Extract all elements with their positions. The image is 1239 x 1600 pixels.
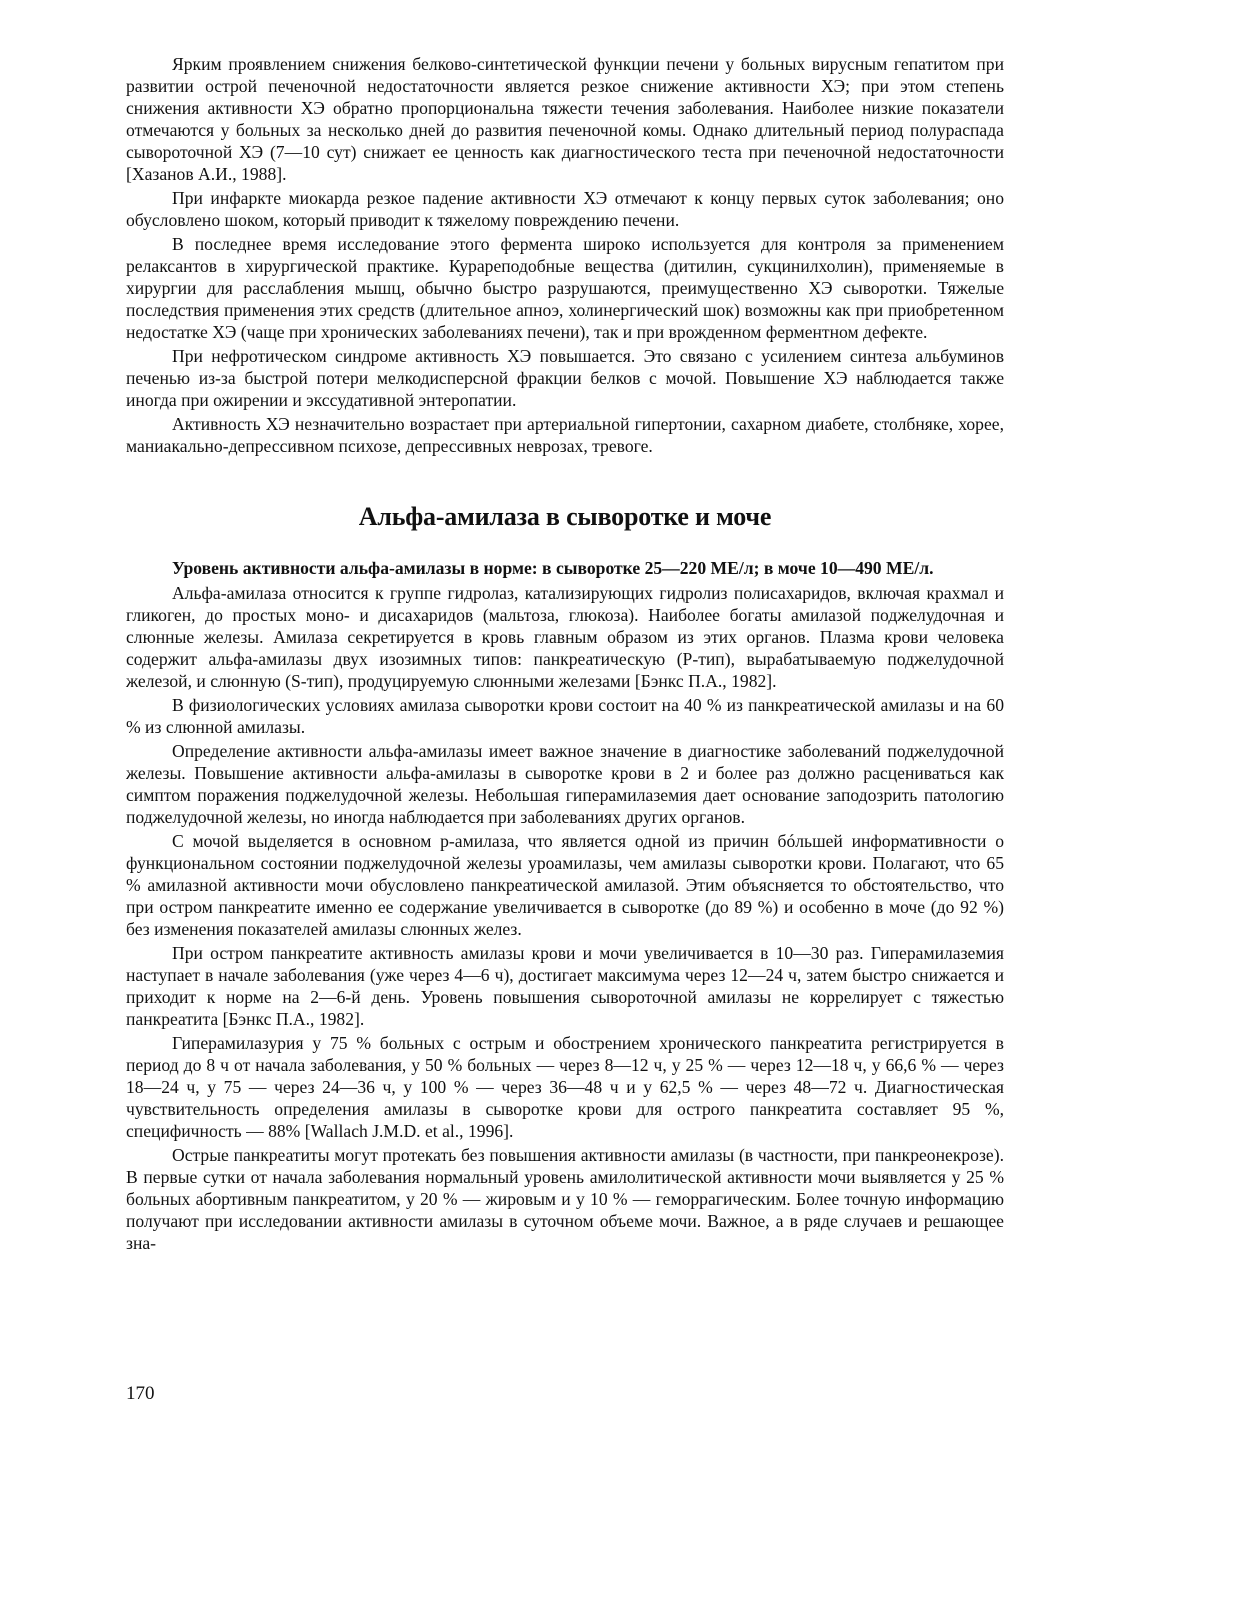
paragraph: Определение активности альфа-амилазы имеет важное значение в диагностике заболеваний поджелудочной железы. Повышение активности альфа-амилазы в сыворотке крови в 2 и более раз должно расцениваться как симптом поражения поджелудочной железы. Небольшая гиперамилаземия дает основание заподозрить патологию поджелудочной железы, но иногда наблюдается при заболеваниях других органов. [126, 741, 1004, 827]
section-heading: Альфа-амилаза в сыворотке и моче [358, 502, 772, 531]
paragraph: При инфаркте миокарда резкое падение активности ХЭ отмечают к концу первых суток заболевания; оно обусловлено шоком, который приводит к тяжелому повреждению печени. [126, 188, 1004, 230]
paragraph: Альфа-амилаза относится к группе гидролаз, катализирующих гидролиз полисахаридов, включая крахмал и гликоген, до простых моно- и дисахаридов (мальтоза, глюкоза). Наиболее богаты амилазой поджелудочная и слюнные железы. Амилаза секретируется в кровь главным образом из этих органов. Плазма крови человека содержит альфа-амилазы двух изозимных типов: панкреатическую (Р-тип), вырабатываемую поджелудочной железой, и слюнную (S-тип), продуцируемую слюнными железами [Бэнкс П.А., 1982]. [126, 583, 1004, 691]
paragraph: При нефротическом синдроме активность ХЭ повышается. Это связано с усилением синтеза альбуминов печенью из-за быстрой потери мелкодисперсной фракции белков с мочой. Повышение ХЭ наблюдается также иногда при ожирении и экссудативной энтеропатии. [126, 346, 1004, 410]
paragraph: С мочой выделяется в основном р-амилаза, что является одной из причин бóльшей информативности о функциональном состоянии поджелудочной железы уроамилазы, чем амилазы сыворотки крови. Полагают, что 65 % амилазной активности мочи обусловлено панкреатической амилазой. Этим объясняется то обстоятельство, что при остром панкреатите именно ее содержание увеличивается в сыворотке (до 89 %) и особенно в моче (до 92 %) без изменения показателей амилазы слюнных желез. [126, 831, 1004, 939]
paragraph: Гиперамилазурия у 75 % больных с острым и обострением хронического панкреатита регистрируется в период до 8 ч от начала заболевания, у 50 % больных — через 8—12 ч, у 25 % — через 12—18 ч, у 66,6 % — через 18—24 ч, у 75 — через 24—36 ч, у 100 % — через 36—48 ч и у 62,5 % — через 48—72 ч. Диагностическая чувствительность определения амилазы в сыворотке крови для острого панкреатита составляет 95 %, специфичность — 88% [Wallach J.M.D. et al., 1996]. [126, 1033, 1004, 1141]
intro-text [126, 53, 1004, 457]
paragraph: В последнее время исследование этого фермента широко используется для контроля за применением релаксантов в хирургической практике. Курареподобные вещества (дитилин, сукцинилхолин), применяемые в хирургии для расслабления мышц, обычно быстро разрушаются, преимущественно ХЭ сыворотки. Тяжелые последствия применения этих средств (длительное апноэ, холинергический шок) возможны как при приобретенном недостатке ХЭ (чаще при хронических заболеваниях печени), так и при врожденном ферментном дефекте. [126, 234, 1004, 342]
page-content [126, 53, 1004, 1256]
paragraph: В физиологических условиях амилаза сыворотки крови состоит на 40 % из панкреатической амилазы и на 60 % из слюнной амилазы. [126, 695, 1004, 737]
paragraph: Ярким проявлением снижения белково-синтетической функции печени у больных вирусным гепатитом при развитии острой печеночной недостаточности является резкое снижение активности ХЭ; при этом степень снижения активности ХЭ обратно пропорциональна тяжести течения заболевания. Наиболее низкие показатели отмечаются у больных за несколько дней до развития печеночной комы. Однако длительный период полураспада сывороточной ХЭ (7—10 сут) снижает ее ценность как диагностического теста при печеночной недостаточности [Хазанов А.И., 1988]. [126, 54, 1004, 184]
paragraph: При остром панкреатите активность амилазы крови и мочи увеличивается в 10—30 раз. Гиперамилаземия наступает в начале заболевания (уже через 4—6 ч), достигает максимума через 12—24 ч, затем быстро снижается и приходит к норме на 2—6-й день. Уровень повышения сывороточной амилазы не коррелирует с тяжестью панкреатита [Бэнкс П.А., 1982]. [126, 943, 1004, 1029]
section-text [126, 582, 1004, 1254]
paragraph: Острые панкреатиты могут протекать без повышения активности амилазы (в частности, при панкреонекрозе). В первые сутки от начала заболевания нормальный уровень амилолитической активности мочи выявляется у 25 % больных абортивным панкреатитом, у 20 % — жировым и у 10 % — геморрагическим. Более точную информацию получают при исследовании активности амилазы в суточном объеме мочи. Важное, а в ряде случаев и решающее зна- [126, 1145, 1004, 1253]
paragraph: Активность ХЭ незначительно возрастает при артериальной гипертонии, сахарном диабете, столбняке, хорее, маниакально-депрессивном психозе, депрессивных неврозах, тревоге. [126, 414, 1004, 456]
normal-range-statement: Уровень активности альфа-амилазы в норме: в сыворотке 25—220 МЕ/л; в моче 10—490 МЕ/л. [172, 558, 934, 578]
page-number: 170 [126, 1383, 155, 1404]
